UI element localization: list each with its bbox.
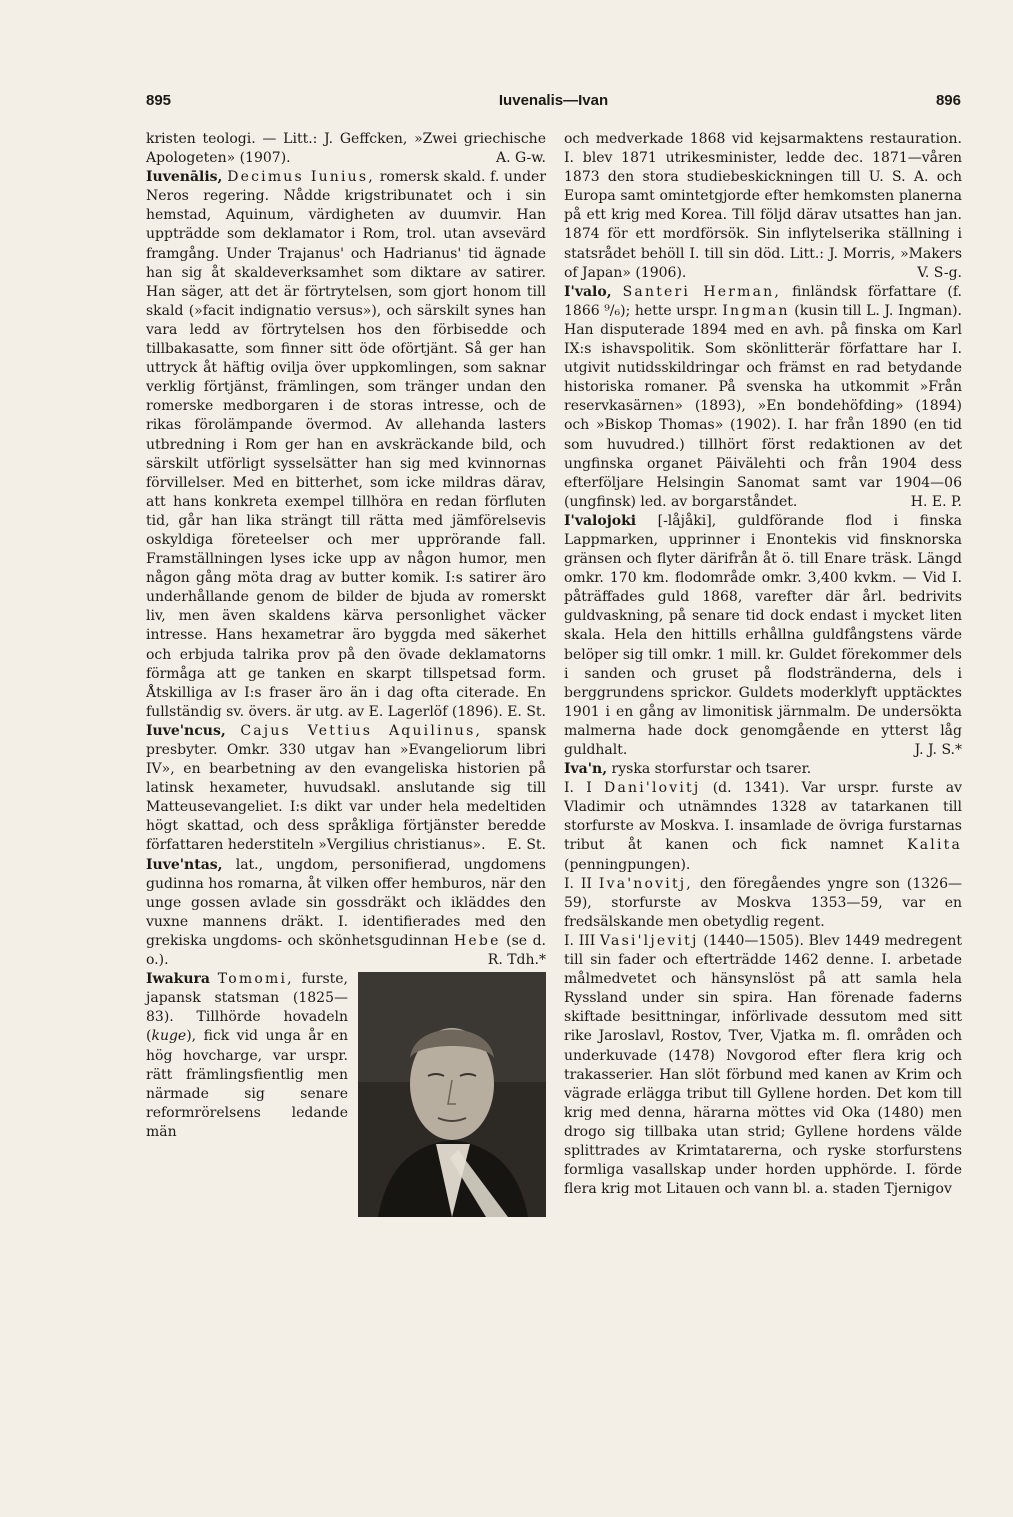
spaced-name: Ingman: [722, 302, 790, 319]
entry-iuvencus: Iuve'ncus, Cajus Vettius Aquilinus, spansk presbyter. Omkr. 330 utgav han »Evangeliorum libri IV», en bearbetning av den evangeliska historien på latinsk hexameter, huvudsakl. anslutande sig till Matteusevangeliet. I:s dikt var under hela medeltiden högt skattad, och dess språkliga förtjänster beredde författaren hederstiteln »Vergilius christianus». E. St.: [146, 722, 546, 856]
entry-ivalo: I'valo, Santeri Herman, finländsk författare (f. 1866 ⁹/₆); hette urspr. Ingman (kusin till L. J. Ingman). Han disputerade 1894 med en avh. på finska om Karl IX:s ishavspolitik. Som skönlitterär författare har I. utgivit nutidsskildringar och främst en rad betydande historiska romaner. På svenska ha utkommit »Från reservkasärnen» (1893), »En bondehöfding» (1894) och »Biskop Thomas» (1902). I. har från 1890 (en tid som huvudred.) tillhört först redaktionen av det ungfinska organet Päivälehti och från 1904 dess efterföljare Helsingin Sanomat samt var 1904—06 (ungfinsk) led. av borgarståndet. H. E. P.: [564, 283, 962, 512]
spaced-name: Hebe: [454, 932, 501, 949]
entry-iwakura-continued: och medverkade 1868 vid kejsarmaktens restauration. I. blev 1871 utrikesminister, ledde dec. 1871—våren 1873 den stora studiebeskickningen till U. S. A. och Europa samt omintetgjorde efter hemkomsten planerna på ett krig med Korea. Till följd därav utsattes han jan. 1874 för ett mordförsök. Sin inflytelserika ställning i statsrådet behöll I. till sin död. Litt.: J. Morris, »Makers of Japan» (1906). V. S-g.: [564, 130, 962, 283]
entry-headword: I'valo,: [564, 283, 612, 300]
iwakura-portrait: [358, 972, 546, 1217]
entry-headword: Iuve'ntas,: [146, 856, 223, 873]
author-signature: E. St.: [507, 703, 546, 720]
spaced-name: Cajus Vettius Aquilinus,: [240, 722, 483, 739]
entry-headword: Iuvenālis,: [146, 169, 223, 186]
page-header: [146, 92, 961, 116]
author-signature: A. G-w.: [496, 150, 546, 167]
entry-ivan-i: I. I Dani'lovitj (d. 1341). Var urspr. furste av Vladimir och utnämndes 1328 av tatarkanen till storfurste av Moskva. I. insamlade de övriga furstarnas tribut åt kanen och fick namnet Kalita (penningpungen).: [564, 780, 963, 873]
article-continuation: kristen teologi. — Litt.: J. Geffcken, »Zwei griechische Apologeten» (1907). A. G-w.: [146, 130, 546, 168]
entry-iuventas: Iuve'ntas, lat., ungdom, personifierad, ungdomens gudinna hos romarna, åt vilken offer hemburos, när den unge gossen avlade sin gossdräkt och ikläddes den vuxne mannens dräkt. I. identifierades med den grekiska ungdoms- och skönhetsgudinnan Hebe (se d. o.). R. Tdh.*: [146, 856, 546, 971]
spaced-name: Tomomi,: [217, 971, 294, 988]
spaced-name: Santeri Herman,: [622, 283, 782, 300]
spaced-name: Decimus Iunius,: [227, 169, 375, 186]
spaced-name: Iva'novitj,: [598, 875, 693, 892]
spaced-name: Dani'lovitj: [604, 780, 701, 797]
author-signature: E. St.: [507, 837, 546, 854]
spaced-name: Kalita: [907, 837, 963, 854]
entry-headword: Iwakura: [146, 971, 210, 988]
portrait-photo: [358, 972, 546, 1217]
author-signature: V. S-g.: [917, 264, 962, 281]
spaced-name: Vasi'ljevitj: [600, 932, 699, 949]
page-number-right: 896: [935, 92, 961, 109]
entry-headword: Iva'n,: [564, 761, 608, 778]
right-column: [564, 130, 962, 1199]
page-number-left: 895: [146, 92, 172, 109]
entry-iuvenalis: Iuvenālis, Decimus Iunius, romersk skald. f. under Neros regering. Nådde krigstribunatet och i sin hemstad, Aquinum, värdigheten av duumvir. Han uppträdde som deklamator i Rom, trol. utan avsevärd framgång. Under Trajanus' och Hadrianus' tid ägnade han sig åt skaldeverksamhet som diktare av satirer. Han säger, att det är förtrytelsen, som gjort honom till skald (»facit indignatio versus»), och särskilt synes han vara ledd av förtrytelsen hos den förbisedde och tillbakasatte, som finner sitt öde oförtjänt. Så ger han uttryck åt häftig ovilja över uppkomlingen, som saknar verklig förtjänst, främlingen, som tränger undan den romerske medborgaren i de storas intresse, och de rikas förolämpande övermod. Av allehanda lasters utbredning i Rom ger han en avskräckande bild, och särskilt utförligt sysselsätter han sig med kvinnornas förvillelser. Med en bitterhet, som icke mildras därav, att hans konkreta exempel tillhöra en redan förfluten tid, går han lika strängt till rätta med jämförelsevis oskyldiga företeelser och mer upprörande fall. Framställningen lyses icke upp av någon humor, men någon gång möta drag av butter komik. I:s satirer äro underhållande genom de bilder de bjuda av romerskt liv, men även skaldens kärva personlighet väcker intresse. Hans hexametrar äro byggda med säkerhet och erbjuda talrika prov på den övade deklamatorns förmåga att ge tanken en skarpt tillspetsad form. Åtskilliga av I:s fraser äro än i dag ofta citerade. En fullständig sv. övers. är utg. av E. Lagerlöf (1896). E. St.: [146, 168, 546, 722]
entry-ivan: Iva'n, ryska storfurstar och tsarer.: [564, 761, 812, 778]
running-head: Iuvenalis—Ivan: [498, 92, 609, 109]
entry-ivan-iii: I. III Vasi'ljevitj (1440—1505). Blev 1449 medregent till sin fader och efterträdde 1462 denne. I. arbetade målmedvetet och hänsynslöst på att samla hela Ryssland under sin spira. Han förenade faderns skiftade besittningar, införlivade dessutom med sitt rike Jaroslavl, Rostov, Tver, Vjatka m. fl. områden och underkuvade (1478) Novgorod efter flera krig och trakasserier. Han slöt förbund med kanen av Krim och vägrade erlägga tribut till Gyllene horden. Det kom till krig med denna, härarna möttes vid Oka (1480) men drogo sig tillbaka utan strid; Gyllene hordens välde splittrades av Krimtatarerna, och ryske storfurstens formliga vasallskap under horden upphörde. I. förde flera krig mot Litauen och vann bl. a. staden Tjernigov: [564, 932, 962, 1198]
entry-ivalojoki: I'valojoki [-låjåki], guldförande flod i finska Lappmarken, upprinner i Enontekis vid finsknorska gränsen och flyter därifrån åt ö. till Enare träsk. Längd omkr. 170 km. flodområde omkr. 3,400 kvkm. — Vid I. påträffades guld 1868, varefter där årl. bedrivits guldvaskning, på senare tid dock endast i mycket liten skala. Hela den hittills erhållna guldfångstens värde belöper sig till omkr. 1 mill. kr. Guldet förekommer dels i sanden och gruset på flodstränderna, dels i berggrundens sprickor. Guldets moderklyft upptäcktes 1901 i en gång av limonitisk järnmalm. De undersökta malmerna hade dock genomgående en ytterst låg guldhalt. J. J. S.*: [564, 512, 962, 760]
entry-headword: Iuve'ncus,: [146, 722, 226, 739]
author-signature: J. J. S.*: [914, 742, 962, 758]
left-column: [146, 130, 546, 1217]
entry-iwakura: Iwakura Tomomi, furste, japansk statsman (1825—83). Tillhörde hovadeln (kuge), fick vid unga år en hög hovcharge, var urspr. rätt främlingsfientlig men närmade sig senare reformrörelsens ledande män: [146, 971, 348, 1140]
author-signature: H. E. P.: [910, 493, 962, 510]
author-signature: R. Tdh.*: [487, 952, 546, 969]
entry-ivan-ii: I. II Iva'novitj, den föregåendes yngre son (1326—59), storfurste av Moskva 1353—59, var en fredsälskande men obetydlig regent.: [564, 875, 963, 930]
entry-headword: I'valojoki: [564, 512, 637, 529]
